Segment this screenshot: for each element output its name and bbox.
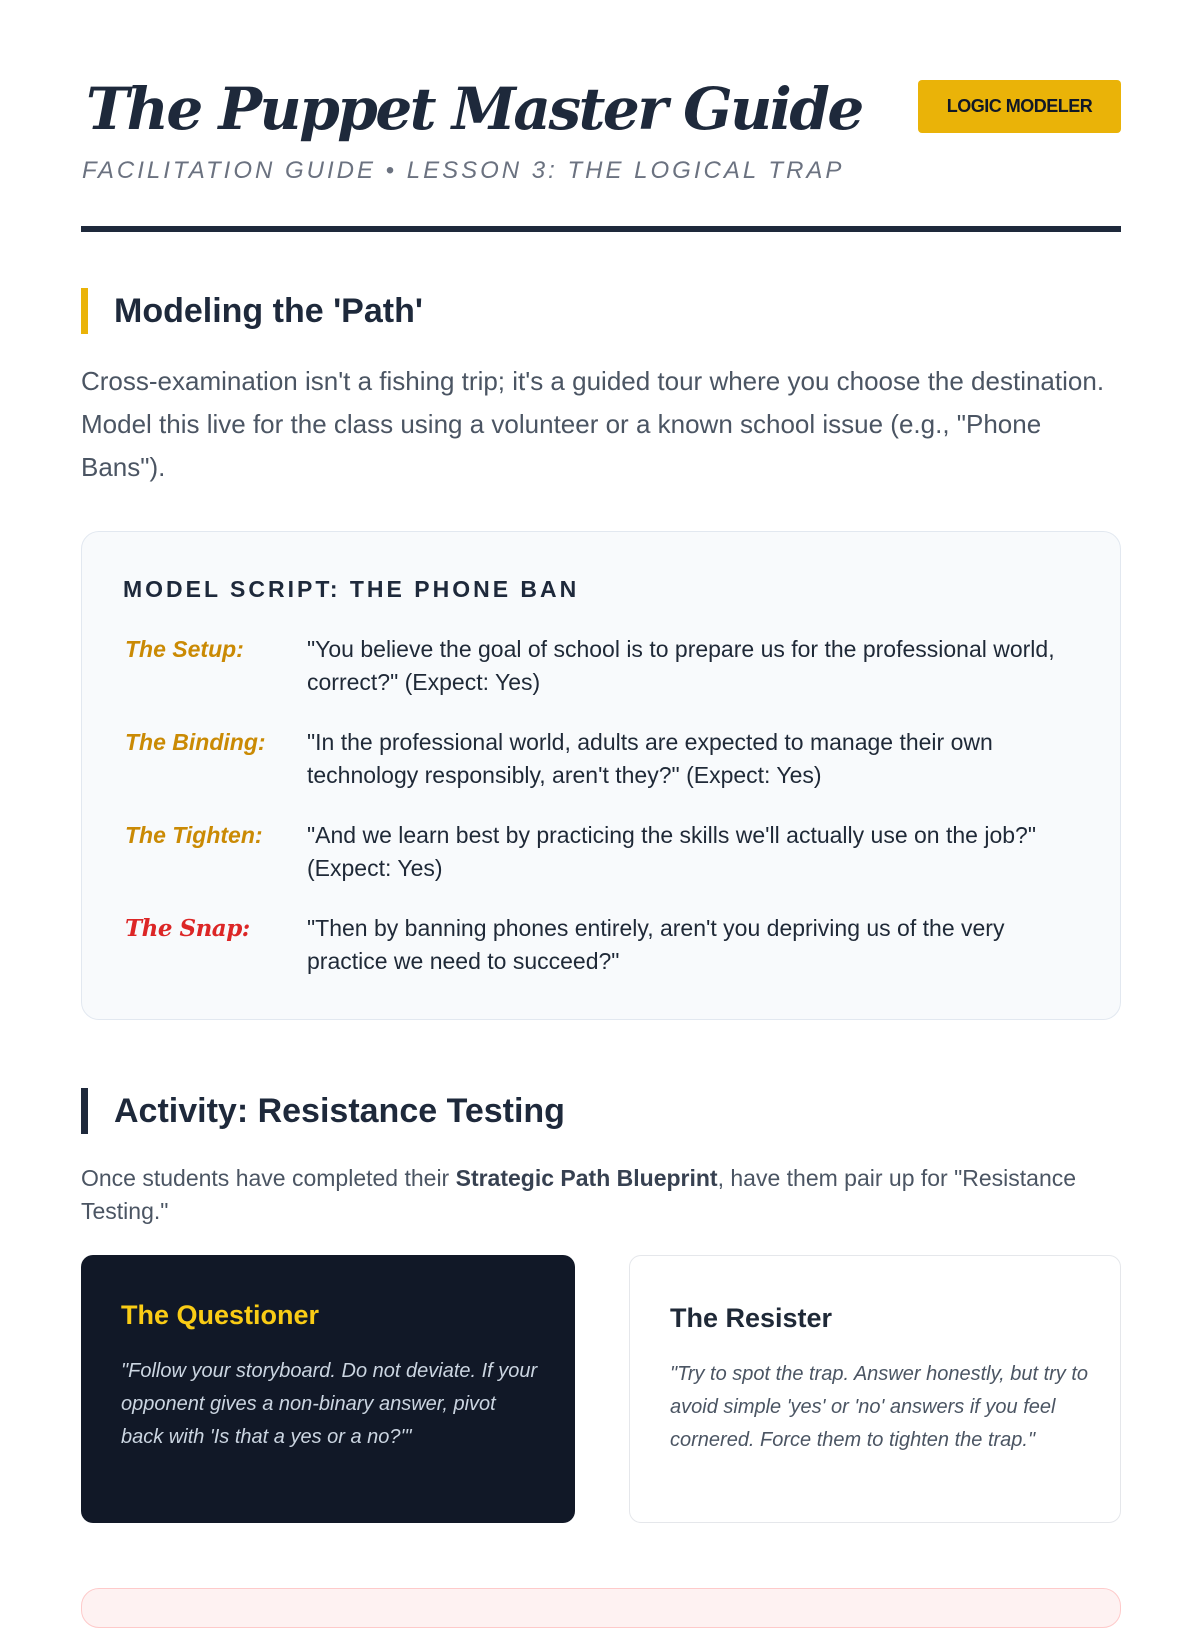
resister-card [629, 1255, 1121, 1523]
intro-text-end: , have them pair up for "Resistance Testing." [81, 1165, 1077, 1224]
logic-modeler-badge: LOGIC MODELER [918, 80, 1121, 133]
page-subtitle: FACILITATION GUIDE • LESSON 3: THE LOGICAL TRAP [82, 157, 845, 184]
next-callout-box [81, 1588, 1121, 1628]
questioner-title: The Questioner [121, 1300, 320, 1330]
questioner-text: "Follow your storyboard. Do not deviate. If your opponent gives a non-binary answer, pivot back with 'Is that a yes or a no?'" [121, 1360, 538, 1448]
script-step-text: "You believe the goal of school is to prepare us for the professional world, correct?" (Expect: Yes) [307, 636, 1055, 695]
guide-header [81, 0, 1121, 232]
page-title: The Puppet Master Guide [86, 75, 862, 143]
script-step-label: The Binding: [125, 729, 266, 755]
intro-emphasis-blueprint: Strategic Path Blueprint [455, 1165, 718, 1191]
questioner-card [81, 1255, 575, 1523]
model-script-box [81, 531, 1121, 1020]
activity-intro-paragraph [81, 1162, 1121, 1228]
script-step-label: The Tighten: [125, 822, 263, 848]
script-step-label: The Setup: [125, 636, 244, 662]
section-heading-modeling-path: Modeling the 'Path' [81, 288, 1121, 334]
script-step-label: The Snap: [125, 915, 250, 942]
section-lead-paragraph: Cross-examination isn't a fishing trip; it's a guided tour where you choose the destination. Model this live for the class using a volunteer or a known school issue (e.g., "Phone Bans"). [81, 366, 1105, 482]
guide-page [81, 0, 1121, 1451]
script-step-text: "In the professional world, adults are expected to manage their own technology responsibly, aren't they?" (Expect: Yes) [307, 729, 993, 788]
resister-text: "Try to spot the trap. Answer honestly, but try to avoid simple 'yes' or 'no' answers if you feel cornered. Force them to tighten the trap." [670, 1363, 1089, 1451]
model-script-title: MODEL SCRIPT: THE PHONE BAN [123, 576, 580, 602]
resister-title: The Resister [670, 1303, 833, 1333]
intro-text-start: Once students have completed their [81, 1165, 456, 1191]
script-step-text: "Then by banning phones entirely, aren't you depriving us of the very practice we need to succeed?" [307, 915, 1005, 974]
script-step-text: "And we learn best by practicing the skills we'll actually use on the job?" (Expect: Yes) [307, 822, 1036, 881]
section-heading-resistance-testing: Activity: Resistance Testing [81, 1088, 1121, 1134]
